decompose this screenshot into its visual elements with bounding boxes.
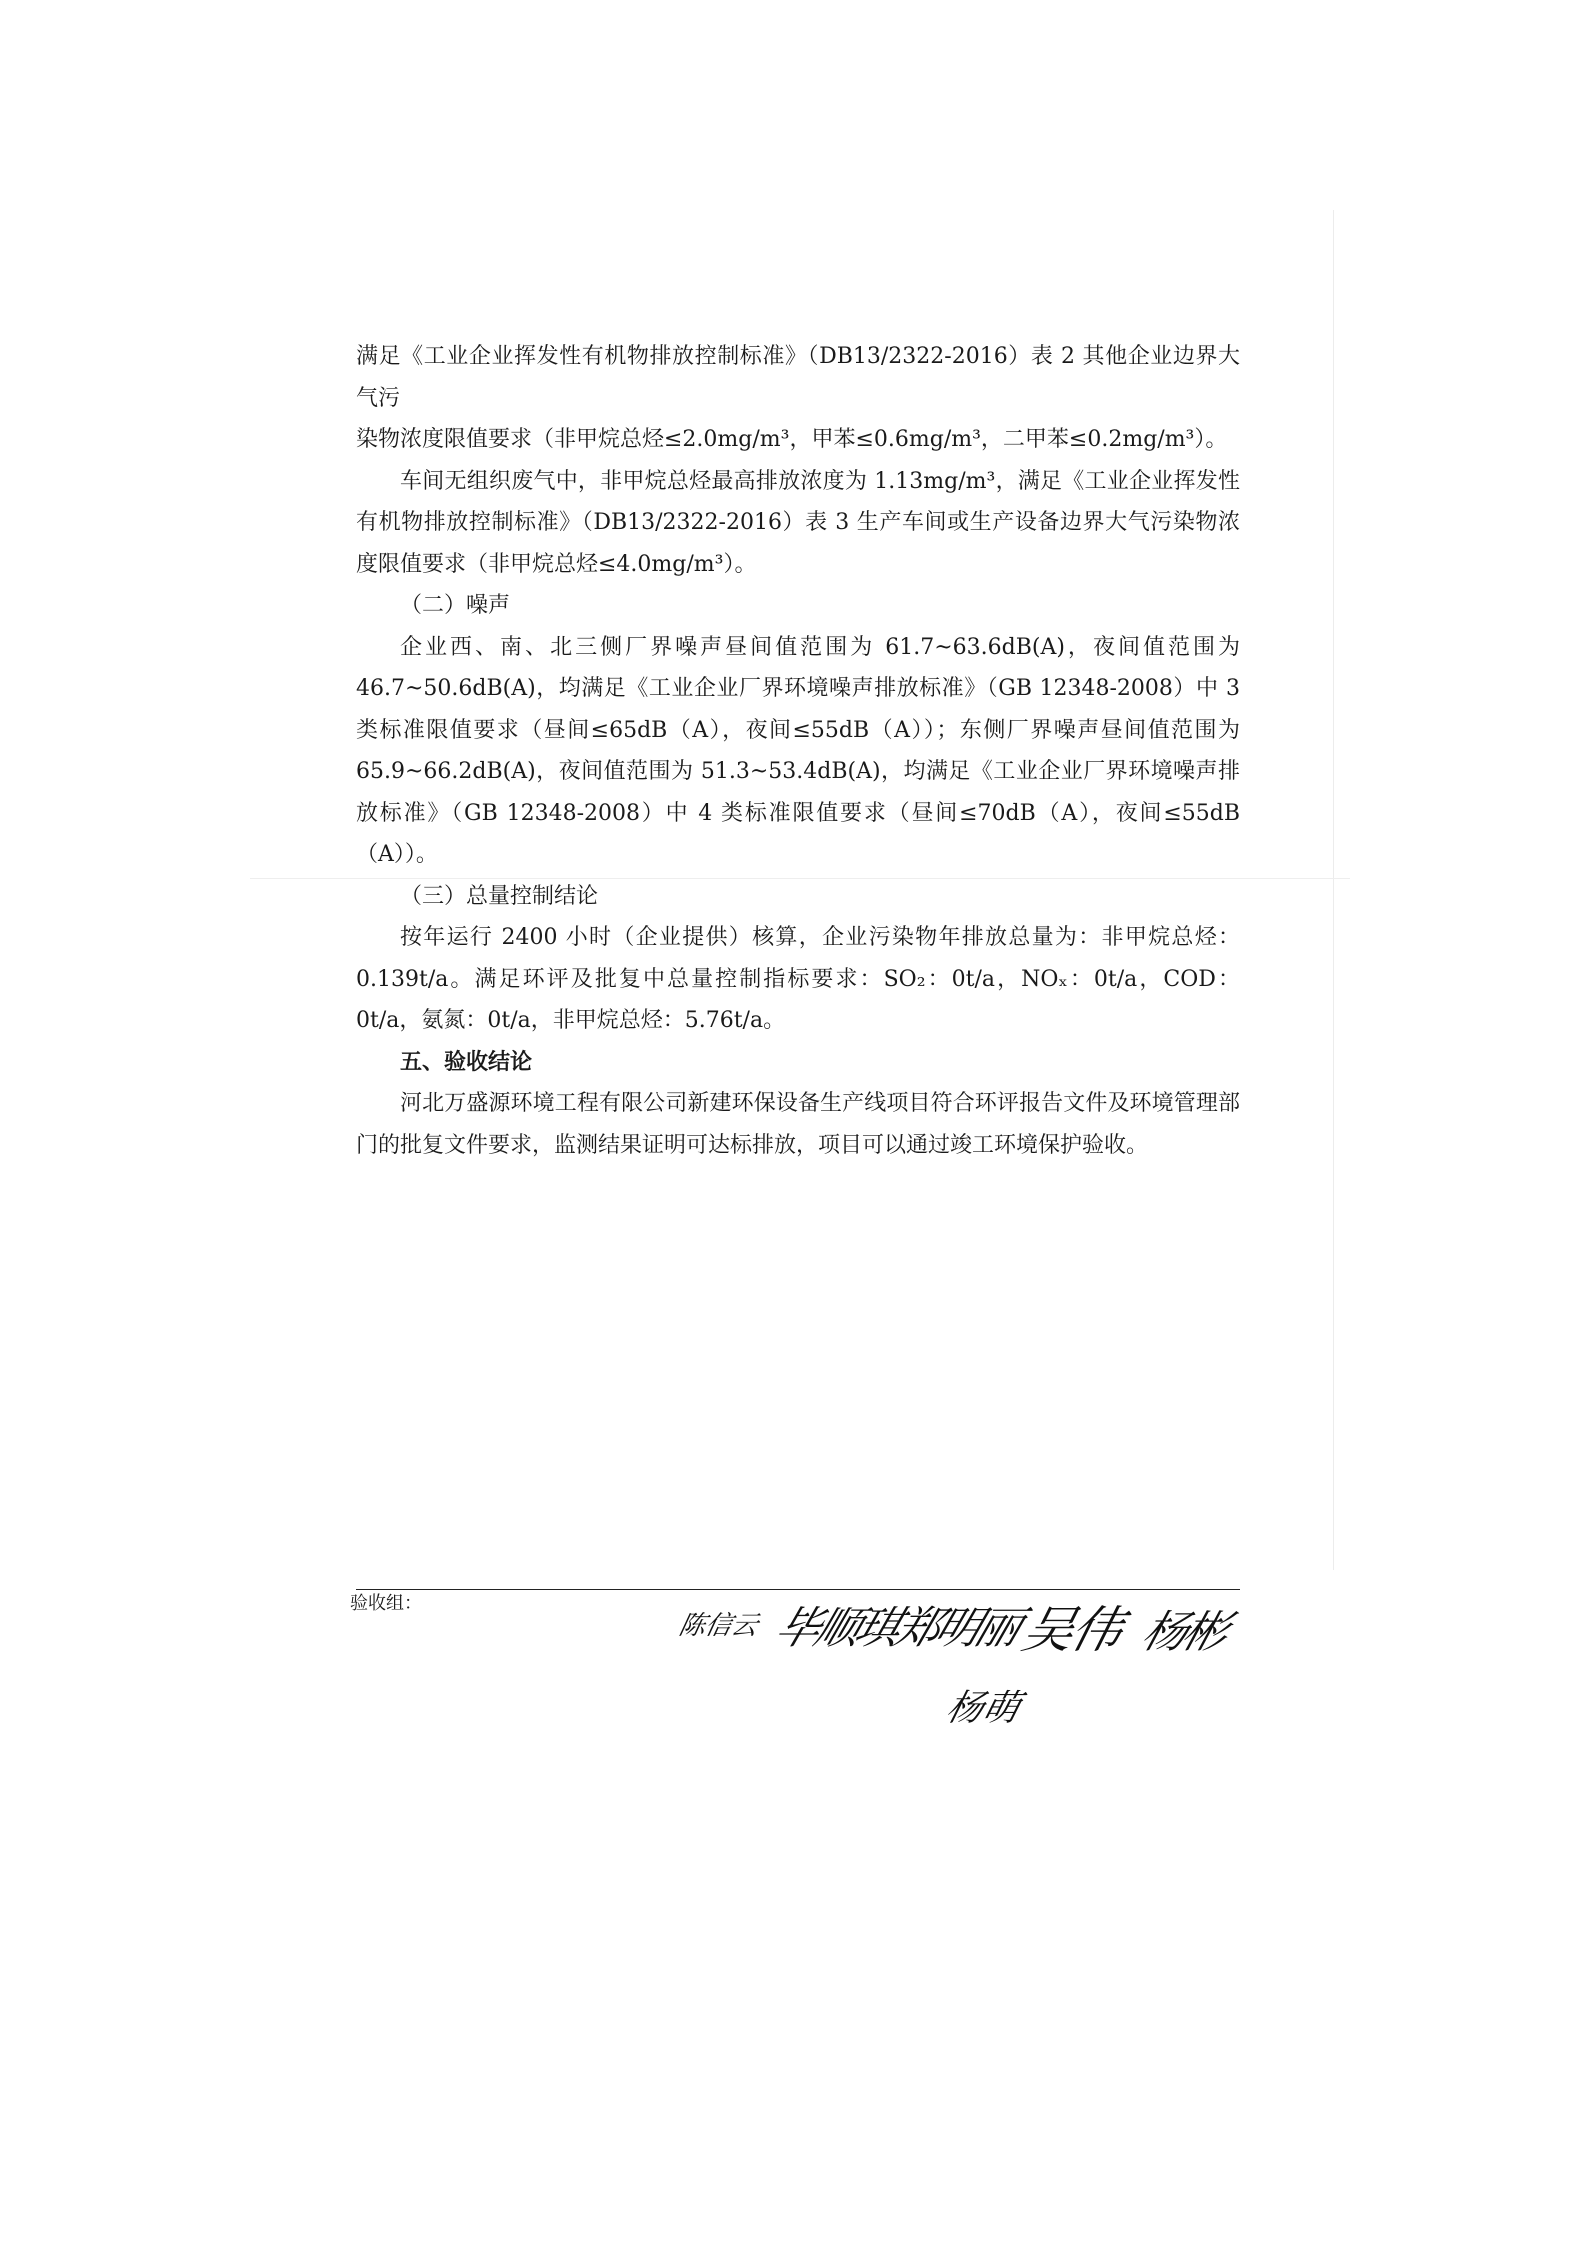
- signature-2: [768, 1592, 1029, 1656]
- scan-edge-line: [1333, 210, 1334, 1570]
- signature-2a: 毕顺琪: [768, 1603, 905, 1654]
- heading-total-control: （三）总量控制结论: [400, 883, 599, 909]
- signature-3: 吴伟: [1016, 1601, 1128, 1659]
- paragraph-voc-boundary-line1: 满足《工业企业挥发性有机物排放控制标准》（DB13/2322-2016）表 2 其他企业边界大气污: [356, 344, 1240, 411]
- paragraph-workshop-emission: 车间无组织废气中，非甲烷总烃最高排放浓度为 1.13mg/m³，满足《工业企业挥发性有机物排放控制标准》（DB13/2322-2016）表 3 生产车间或生产设备边界大气污染物浓度限值要求（非甲烷总烃≤4.0mg/m³）。: [356, 468, 1240, 577]
- signature-1: 陈信云: [676, 1611, 761, 1641]
- heading-acceptance-conclusion: 五、验收结论: [400, 1048, 533, 1075]
- signature-4: 杨彬: [1136, 1607, 1232, 1658]
- paragraph-total-control: 按年运行 2400 小时（企业提供）核算，企业污染物年排放总量为：非甲烷总烃：0.139t/a。满足环评及批复中总量控制指标要求：SO₂：0t/a，NOₓ：0t/a，COD：0t/a，氨氮：0t/a，非甲烷总烃：5.76t/a。: [356, 925, 1240, 1033]
- paragraph-acceptance-conclusion: 河北万盛源环境工程有限公司新建环保设备生产线项目符合环评报告文件及环境管理部门的批复文件要求，监测结果证明可达标排放，项目可以通过竣工环境保护验收。: [356, 1091, 1240, 1158]
- document-body: [356, 336, 1240, 1166]
- signature-5: 杨萌: [942, 1688, 1025, 1729]
- heading-noise: （二）噪声: [400, 593, 511, 618]
- paragraph-voc-boundary-line2: 染物浓度限值要求（非甲烷总烃≤2.0mg/m³，甲苯≤0.6mg/m³，二甲苯≤0.2mg/m³）。: [356, 427, 1228, 452]
- signature-label: 验收组：: [350, 1593, 422, 1614]
- signature-2b: 郑明丽: [888, 1603, 1025, 1654]
- paragraph-noise: 企业西、南、北三侧厂界噪声昼间值范围为 61.7~63.6dB(A)，夜间值范围为 46.7~50.6dB(A)，均满足《工业企业厂界环境噪声排放标准》（GB 12348-2008）中 3 类标准限值要求（昼间≤65dB（A），夜间≤55dB（A））；东侧厂界噪声昼间值范围为 65.9~66.2dB(A)，夜间值范围为 51.3~53.4dB(A)，均满足《工业企业厂界环境噪声排放标准》（GB 12348-2008）中 4 类标准限值要求（昼间≤70dB（A），夜间≤55dB（A））。: [356, 634, 1240, 867]
